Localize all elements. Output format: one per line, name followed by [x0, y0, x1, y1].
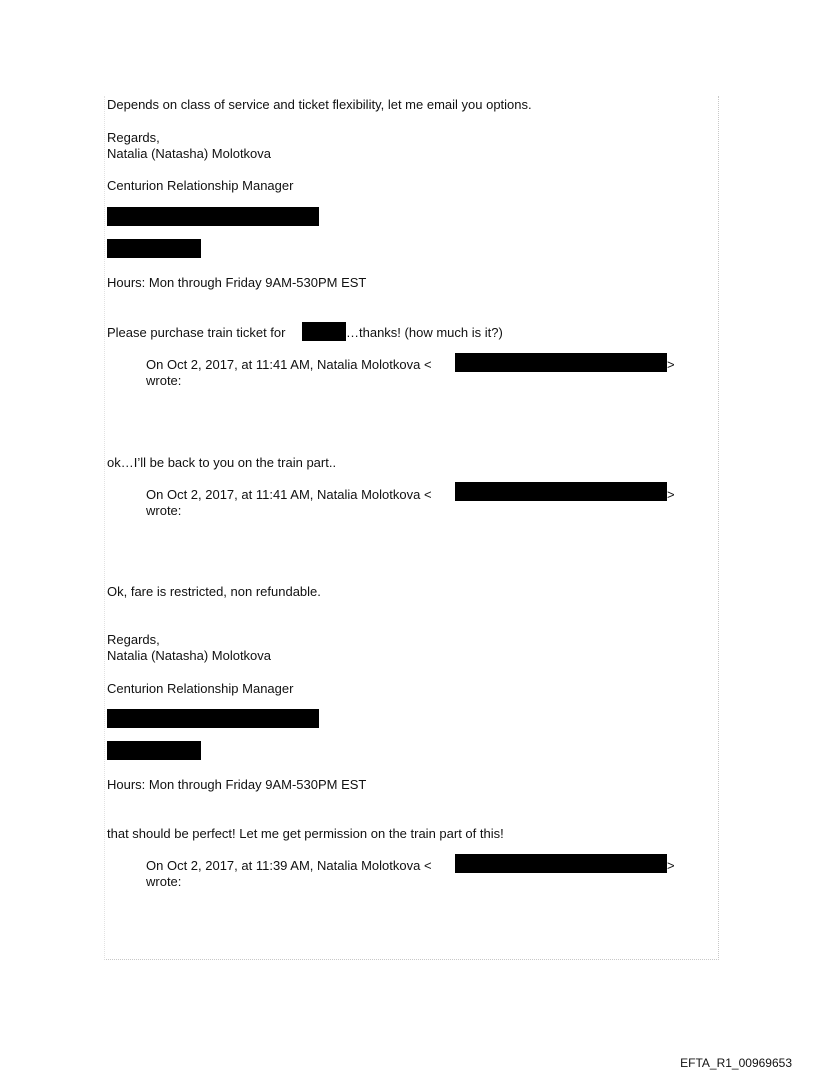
quote-email-close: >: [667, 357, 675, 372]
quote-wrote: wrote:: [146, 874, 182, 889]
quote-header: On Oct 2, 2017, at 11:39 AM, Natalia Molotkova <: [146, 858, 432, 873]
signature-title: Centurion Relationship Manager: [107, 681, 294, 696]
message-body-part2: …thanks! (how much is it?): [346, 325, 503, 340]
quote-header: On Oct 2, 2017, at 11:41 AM, Natalia Molotkova <: [146, 357, 432, 372]
signature-hours: Hours: Mon through Friday 9AM-530PM EST: [107, 777, 367, 792]
redaction-block: [107, 709, 319, 728]
redaction-block: [107, 207, 319, 226]
signature-hours: Hours: Mon through Friday 9AM-530PM EST: [107, 275, 367, 290]
signature-name: Natalia (Natasha) Molotkova: [107, 648, 272, 663]
message-body-part1: Please purchase train ticket for: [107, 325, 286, 340]
redaction-block: [455, 482, 667, 501]
reply-body: Depends on class of service and ticket flexibility, let me email you options.: [107, 97, 532, 112]
message-body: ok…I’ll be back to you on the train part..: [107, 455, 337, 470]
quote-wrote: wrote:: [146, 503, 182, 518]
quote-header: On Oct 2, 2017, at 11:41 AM, Natalia Molotkova <: [146, 487, 432, 502]
signature-regards: Regards,: [107, 632, 160, 647]
signature-title: Centurion Relationship Manager: [107, 178, 294, 193]
quote-email-close: >: [667, 487, 675, 502]
signature-name: Natalia (Natasha) Molotkova: [107, 146, 272, 161]
quote-email-close: >: [667, 858, 675, 873]
message-body: that should be perfect! Let me get permission on the train part of this!: [107, 826, 504, 841]
quote-wrote: wrote:: [146, 373, 182, 388]
bates-number: EFTA_R1_00969653: [680, 1056, 792, 1070]
redaction-block: [455, 854, 667, 873]
signature-regards: Regards,: [107, 130, 160, 145]
reply-body: Ok, fare is restricted, non refundable.: [107, 584, 321, 599]
redaction-block: [302, 322, 346, 341]
redaction-block: [107, 741, 201, 760]
redaction-block: [455, 353, 667, 372]
redaction-block: [107, 239, 201, 258]
